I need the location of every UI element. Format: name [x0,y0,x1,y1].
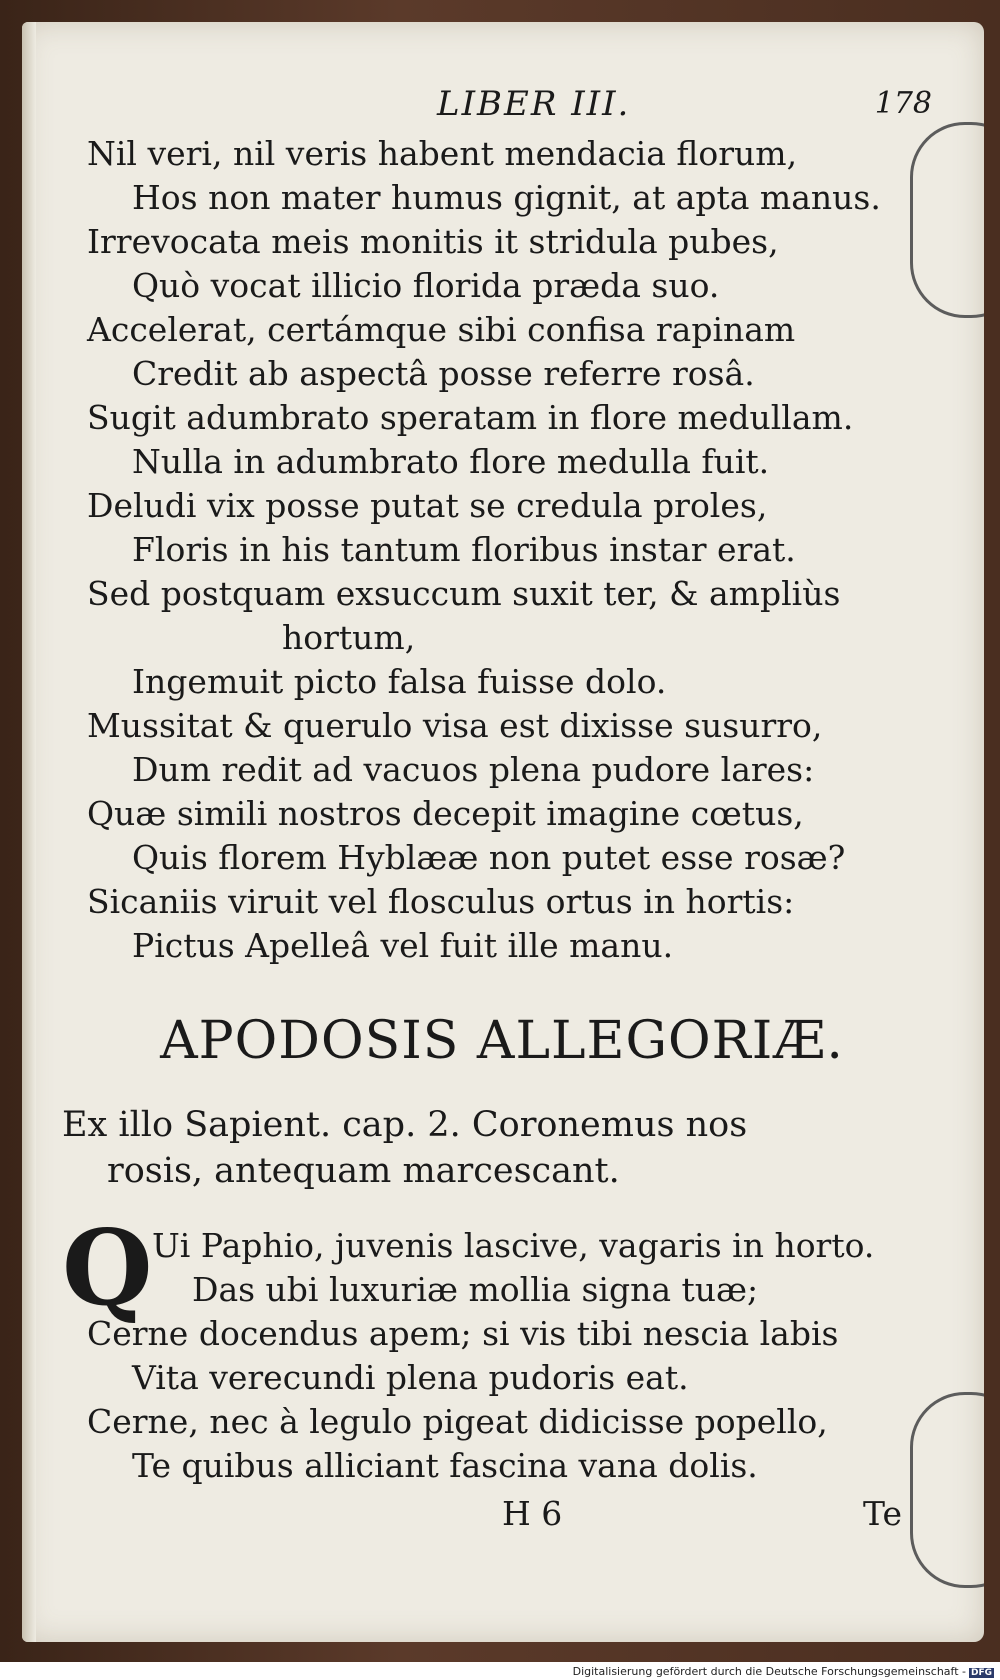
poem-line: Sed postquam exsuccum suxit ter, & ampliùs [87,574,841,613]
poem-line: Quæ simili nostros decepit imagine cœtus, [87,794,804,833]
poem-line: Floris in his tantum floribus instar erat. [132,530,796,569]
signature-mark: H 6 [502,1494,563,1533]
page-text [62,82,942,1540]
first-poem [62,132,942,968]
poem-line: Cerne, nec à legulo pigeat didicisse popello, [87,1402,828,1441]
poem-line: Sicaniis viruit vel flosculus ortus in hortis: [87,882,795,921]
poem-line: Pictus Apelleâ vel fuit ille manu. [132,926,674,965]
catchword: Te [863,1494,902,1533]
poem-line: Sugit adumbrato speratam in flore medullam. [87,398,854,437]
epigraph-line: rosis, antequam marcescant. [107,1151,620,1191]
section-heading: APODOSIS ALLEGORIÆ. [160,1011,844,1071]
poem-line: Nulla in adumbrato flore medulla fuit. [132,442,770,481]
page-gutter [22,22,36,1642]
poem-line: Irrevocata meis monitis it stridula pubes, [87,222,779,261]
second-poem-lines [62,1268,942,1488]
poem-line: Cerne docendus apem; si vis tibi nescia labis [87,1314,839,1353]
credit-text: Digitalisierung gefördert durch die Deutsche Forschungsgemeinschaft - [572,1665,966,1678]
running-head: LIBER III. [437,84,631,124]
poem-line: Nil veri, nil veris habent mendacia florum, [87,134,798,173]
poem-line: hortum, [282,618,416,657]
poem-line: Dum redit ad vacuos plena pudore lares: [132,750,815,789]
poem-line: Deludi vix posse putat se credula proles, [87,486,768,525]
epigraph [62,1102,942,1194]
poem-line: Mussitat & querulo visa est dixisse susurro, [87,706,823,745]
poem-line: Ui Paphio, juvenis lascive, vagaris in horto. [152,1226,875,1265]
page-header [62,82,942,132]
poem-line: Vita verecundi plena pudoris eat. [132,1358,689,1397]
page-footer [62,1492,942,1540]
poem-line: Quò vocat illicio florida præda suo. [132,266,720,305]
digitization-credit [573,1665,994,1678]
poem-line: Credit ab aspectâ posse referre rosâ. [132,354,755,393]
drop-cap: Q [62,1206,153,1329]
book-page [22,22,984,1642]
epigraph-line: Ex illo Sapient. cap. 2. Coronemus nos [62,1105,748,1145]
poem-line: Ingemuit picto falsa fuisse dolo. [132,662,667,701]
poem-line: Quis florem Hyblææ non putet esse rosæ? [132,838,846,877]
poem-line: Te quibus alliciant fascina vana dolis. [132,1446,758,1485]
poem-line: Das ubi luxuriæ mollia signa tuæ; [192,1270,759,1309]
poem-line: Accelerat, certámque sibi confisa rapinam [87,310,796,349]
page-number: 178 [874,86,932,121]
poem-line: Hos non mater humus gignit, at apta manus. [132,178,881,217]
second-poem [62,1206,942,1488]
dfg-logo-icon: DFG [970,1668,992,1678]
